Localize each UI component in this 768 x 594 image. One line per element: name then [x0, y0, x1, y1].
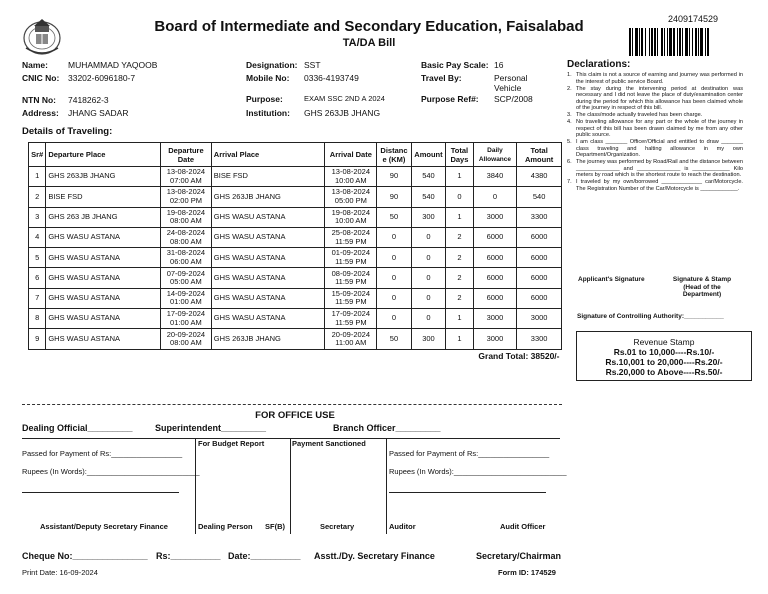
table-row: [29, 167, 562, 187]
header-departure-place: Departure Place: [46, 143, 161, 167]
cell-distance: 90: [377, 167, 412, 187]
blank-line: [22, 492, 179, 493]
cell-departure-place: GHS 263JB JHANG: [46, 167, 161, 187]
header-departure-date: Departure Date: [161, 143, 212, 167]
dealing-person: Dealing Person: [198, 522, 253, 531]
cell-amount: 0: [411, 227, 446, 247]
grid-divider: [290, 438, 291, 534]
purpose-label: Purpose:: [246, 94, 283, 104]
cell-departure-date: 20-09-2024 08:00 AM: [161, 329, 212, 349]
declaration-item: 1. This claim is not a source of earning and journey was performed in the interest of public service Board.: [567, 72, 743, 85]
cell-arrival-place: BISE FSD: [211, 167, 325, 187]
cell-allowance: 0: [473, 187, 517, 207]
designation-value: SST: [304, 60, 321, 70]
header-total-days: Total Days: [446, 143, 473, 167]
cell-amount: 0: [411, 288, 446, 308]
cell-sr: 2: [29, 187, 46, 207]
purpose-value: EXAM SSC 2ND A 2024: [304, 94, 385, 103]
cell-total: 3300: [517, 329, 562, 349]
cell-allowance: 6000: [473, 227, 517, 247]
header-sr: Sr#: [29, 143, 46, 167]
cell-departure-place: BISE FSD: [46, 187, 161, 207]
cell-days: 2: [446, 248, 473, 268]
cell-distance: 90: [377, 187, 412, 207]
cell-arrival-place: GHS WASU ASTANA: [211, 268, 325, 288]
cell-arrival-date: 13-08-2024 05:00 PM: [325, 187, 377, 207]
cell-sr: 7: [29, 288, 46, 308]
header-daily-allowance: Daily Allowance: [473, 143, 517, 167]
cell-distance: 0: [377, 309, 412, 329]
cell-days: 1: [446, 329, 473, 349]
header-arrival-date: Arrival Date: [325, 143, 377, 167]
table-row: [29, 329, 562, 349]
cell-arrival-place: GHS WASU ASTANA: [211, 309, 325, 329]
asstt-secretary-finance: Asstt./Dy. Secretary Finance: [314, 551, 435, 561]
revenue-stamp-line-2: Rs.10,001 to 20,000----Rs.20/-: [605, 357, 723, 367]
cell-sr: 3: [29, 207, 46, 227]
travel-section-title: Details of Traveling:: [22, 126, 113, 137]
form-id: Form ID: 174529: [498, 568, 556, 577]
declaration-item: 5. I am class _______ Officer/Official and entitled to draw _______ class traveling and halting allowance in my own Department/Organization.: [567, 139, 743, 158]
cell-amount: 0: [411, 248, 446, 268]
institution-label: Institution:: [246, 108, 290, 118]
cheque-no: Cheque No:_______________: [22, 551, 148, 561]
passed-payment-2: Passed for Payment of Rs:_________________: [389, 449, 550, 458]
barcode-icon: [628, 28, 748, 56]
cell-total: 3000: [517, 309, 562, 329]
cell-amount: 0: [411, 268, 446, 288]
declaration-item: 2. The stay during the intervening period at destination was necessary and I did not leave the place of duty/examination center during the period for which this allowance has been claimed whole of the journey in respect of this bill.: [567, 85, 743, 111]
cell-sr: 8: [29, 309, 46, 329]
cell-departure-date: 24-08-2024 08:00 AM: [161, 227, 212, 247]
cell-arrival-place: GHS 263JB JHANG: [211, 187, 325, 207]
cell-arrival-place: GHS 263JB JHANG: [211, 329, 325, 349]
cell-sr: 9: [29, 329, 46, 349]
header-distance: Distanc e (KM): [377, 143, 412, 167]
purpose-ref-value: SCP/2008: [494, 94, 533, 104]
page-title: Board of Intermediate and Secondary Education, Faisalabad: [154, 18, 584, 35]
rupees-words-1: Rupees (In Words):___________________________: [22, 467, 200, 476]
table-row: [29, 207, 562, 227]
budget-report: For Budget Report: [198, 439, 265, 448]
controlling-authority-signature: Signature of Controlling Authority:___________: [577, 313, 724, 320]
cell-departure-place: GHS WASU ASTANA: [46, 329, 161, 349]
mobile-label: Mobile No:: [246, 73, 290, 83]
cell-distance: 0: [377, 268, 412, 288]
cell-departure-date: 14-09-2024 01:00 AM: [161, 288, 212, 308]
bps-value: 16: [494, 60, 504, 70]
cell-arrival-date: 20-09-2024 11:00 AM: [325, 329, 377, 349]
cell-sr: 5: [29, 248, 46, 268]
office-grid: [22, 438, 567, 534]
cell-total: 3300: [517, 207, 562, 227]
cell-days: 2: [446, 288, 473, 308]
cell-amount: 540: [411, 187, 446, 207]
cell-amount: 300: [411, 329, 446, 349]
table-row: [29, 248, 562, 268]
cell-arrival-date: 25-08-2024 11:59 PM: [325, 227, 377, 247]
header-total-amount: Total Amount: [517, 143, 562, 167]
travel-by-value-1: Personal: [494, 73, 528, 83]
revenue-stamp-box: [576, 331, 752, 381]
cell-total: 6000: [517, 268, 562, 288]
payment-sanctioned: Payment Sanctioned: [292, 439, 366, 448]
cell-arrival-date: 01-09-2024 11:59 PM: [325, 248, 377, 268]
divider: [22, 404, 562, 405]
blank-line: [389, 492, 546, 493]
cell-total: 6000: [517, 227, 562, 247]
cell-arrival-place: GHS WASU ASTANA: [211, 207, 325, 227]
cell-arrival-date: 08-09-2024 11:59 PM: [325, 268, 377, 288]
office-use-title: FOR OFFICE USE: [255, 410, 335, 421]
cell-allowance: 3000: [473, 309, 517, 329]
declarations-title: Declarations:: [567, 59, 631, 70]
ntn-value: 7418262-3: [68, 95, 109, 105]
cell-allowance: 3000: [473, 329, 517, 349]
bill-number: 2409174529: [668, 14, 719, 24]
cell-departure-date: 07-09-2024 05:00 AM: [161, 268, 212, 288]
applicant-signature: Applicant's Signature: [578, 276, 645, 283]
cell-total: 540: [517, 187, 562, 207]
header-arrival-place: Arrival Place: [211, 143, 325, 167]
table-row: [29, 227, 562, 247]
cell-days: 1: [446, 207, 473, 227]
cell-departure-date: 31-08-2024 06:00 AM: [161, 248, 212, 268]
cell-amount: 300: [411, 207, 446, 227]
grand-total-row: [29, 349, 562, 363]
superintendent: Superintendent_________: [155, 423, 267, 433]
cell-departure-place: GHS WASU ASTANA: [46, 268, 161, 288]
cell-departure-date: 17-09-2024 01:00 AM: [161, 309, 212, 329]
cnic-value: 33202-6096180-7: [68, 73, 136, 83]
cell-amount: 0: [411, 309, 446, 329]
cell-departure-date: 13-08-2024 07:00 AM: [161, 167, 212, 187]
cell-allowance: 6000: [473, 248, 517, 268]
cell-total: 6000: [517, 288, 562, 308]
cell-sr: 1: [29, 167, 46, 187]
cell-days: 1: [446, 309, 473, 329]
sf-b: SF(B): [265, 522, 285, 531]
name-label: Name:: [22, 60, 48, 70]
travel-table: [28, 142, 562, 363]
cell-arrival-date: 19-08-2024 10:00 AM: [325, 207, 377, 227]
branch-officer: Branch Officer_________: [333, 423, 441, 433]
cell-departure-place: GHS WASU ASTANA: [46, 248, 161, 268]
grand-total: Grand Total: 38520/-: [29, 349, 562, 363]
cell-days: 1: [446, 167, 473, 187]
secretary: Secretary: [320, 522, 355, 531]
cheque-rs: Rs:__________: [156, 551, 221, 561]
table-row: [29, 268, 562, 288]
cell-distance: 0: [377, 248, 412, 268]
ntn-label: NTN No:: [22, 95, 56, 105]
declaration-item: 3. The class/mode actually traveled has been charge.: [567, 112, 703, 118]
grid-divider: [195, 438, 196, 534]
cell-distance: 50: [377, 207, 412, 227]
travel-by-label: Travel By:: [421, 73, 462, 83]
cell-arrival-place: GHS WASU ASTANA: [211, 248, 325, 268]
mobile-value: 0336-4193749: [304, 73, 359, 83]
table-row: [29, 288, 562, 308]
cell-allowance: 3000: [473, 207, 517, 227]
header-amount: Amount: [411, 143, 446, 167]
cell-total: 4380: [517, 167, 562, 187]
cell-distance: 50: [377, 329, 412, 349]
print-date: Print Date: 16-09-2024: [22, 568, 98, 577]
cell-days: 2: [446, 227, 473, 247]
address-label: Address:: [22, 108, 59, 118]
rupees-words-2: Rupees (In Words):___________________________: [389, 467, 567, 476]
revenue-stamp-line-3: Rs.20,000 to Above----Rs.50/-: [605, 367, 723, 377]
declarations-list: [567, 72, 743, 193]
auditor: Auditor: [389, 522, 416, 531]
cell-departure-place: GHS WASU ASTANA: [46, 227, 161, 247]
address-value: JHANG SADAR: [68, 108, 129, 118]
cheque-date: Date:__________: [228, 551, 301, 561]
travel-by-value-2: Vehicle: [494, 83, 522, 93]
cell-amount: 540: [411, 167, 446, 187]
name-value: MUHAMMAD YAQOOB: [68, 60, 158, 70]
revenue-stamp-line-1: Rs.01 to 10,000----Rs.10/-: [613, 347, 715, 357]
cell-arrival-place: GHS WASU ASTANA: [211, 288, 325, 308]
head-signature-stamp: Signature & Stamp (Head of the Department): [672, 276, 732, 298]
bps-label: Basic Pay Scale:: [421, 60, 489, 70]
cell-departure-place: GHS WASU ASTANA: [46, 288, 161, 308]
cell-arrival-place: GHS WASU ASTANA: [211, 227, 325, 247]
cell-allowance: 3840: [473, 167, 517, 187]
table-row: [29, 309, 562, 329]
assistant-secretary-finance: Assistant/Deputy Secretary Finance: [40, 522, 168, 531]
designation-label: Designation:: [246, 60, 298, 70]
cell-sr: 6: [29, 268, 46, 288]
declaration-item: 4. No traveling allowance for any part or the whole of the journey in respect of this bill has been drawn claimed by me from any other public source.: [567, 119, 743, 138]
grid-divider: [386, 438, 387, 534]
cell-days: 0: [446, 187, 473, 207]
passed-payment-1: Passed for Payment of Rs:_________________: [22, 449, 183, 458]
cell-days: 2: [446, 268, 473, 288]
cell-distance: 0: [377, 288, 412, 308]
audit-officer: Audit Officer: [500, 522, 546, 531]
cell-total: 6000: [517, 248, 562, 268]
secretary-chairman: Secretary/Chairman: [476, 551, 562, 561]
cell-arrival-date: 15-09-2024 11:59 PM: [325, 288, 377, 308]
cell-departure-place: GHS WASU ASTANA: [46, 309, 161, 329]
page-subtitle: TA/DA Bill: [342, 37, 396, 49]
cell-arrival-date: 13-08-2024 10:00 AM: [325, 167, 377, 187]
table-header-row: [29, 143, 562, 167]
purpose-ref-label: Purpose Ref#:: [421, 94, 479, 104]
cell-departure-date: 19-08-2024 08:00 AM: [161, 207, 212, 227]
revenue-stamp-title: Revenue Stamp: [633, 337, 695, 347]
cell-departure-place: GHS 263 JB JHANG: [46, 207, 161, 227]
table-row: [29, 187, 562, 207]
cell-distance: 0: [377, 227, 412, 247]
institution-value: GHS 263JB JHANG: [304, 108, 381, 118]
cell-allowance: 6000: [473, 268, 517, 288]
declaration-item: 6. The journey was performed by Road/Rail and the distance between ______________ and ______________ is ____________ Kilo meters by road which is the shortest route to reach the destination.: [567, 159, 743, 178]
grid-top-line: [22, 438, 560, 439]
cell-sr: 4: [29, 227, 46, 247]
cell-arrival-date: 17-09-2024 11:59 PM: [325, 309, 377, 329]
declaration-item: 7. I traveled by my own/borrowed _____________ car/Motorcycle. The Registration Number of the Car/Motorcycle is ____________.: [567, 179, 743, 192]
cell-allowance: 6000: [473, 288, 517, 308]
cnic-label: CNIC No:: [22, 73, 60, 83]
cell-departure-date: 13-08-2024 02:00 PM: [161, 187, 212, 207]
dealing-official: Dealing Official_________: [22, 423, 133, 433]
